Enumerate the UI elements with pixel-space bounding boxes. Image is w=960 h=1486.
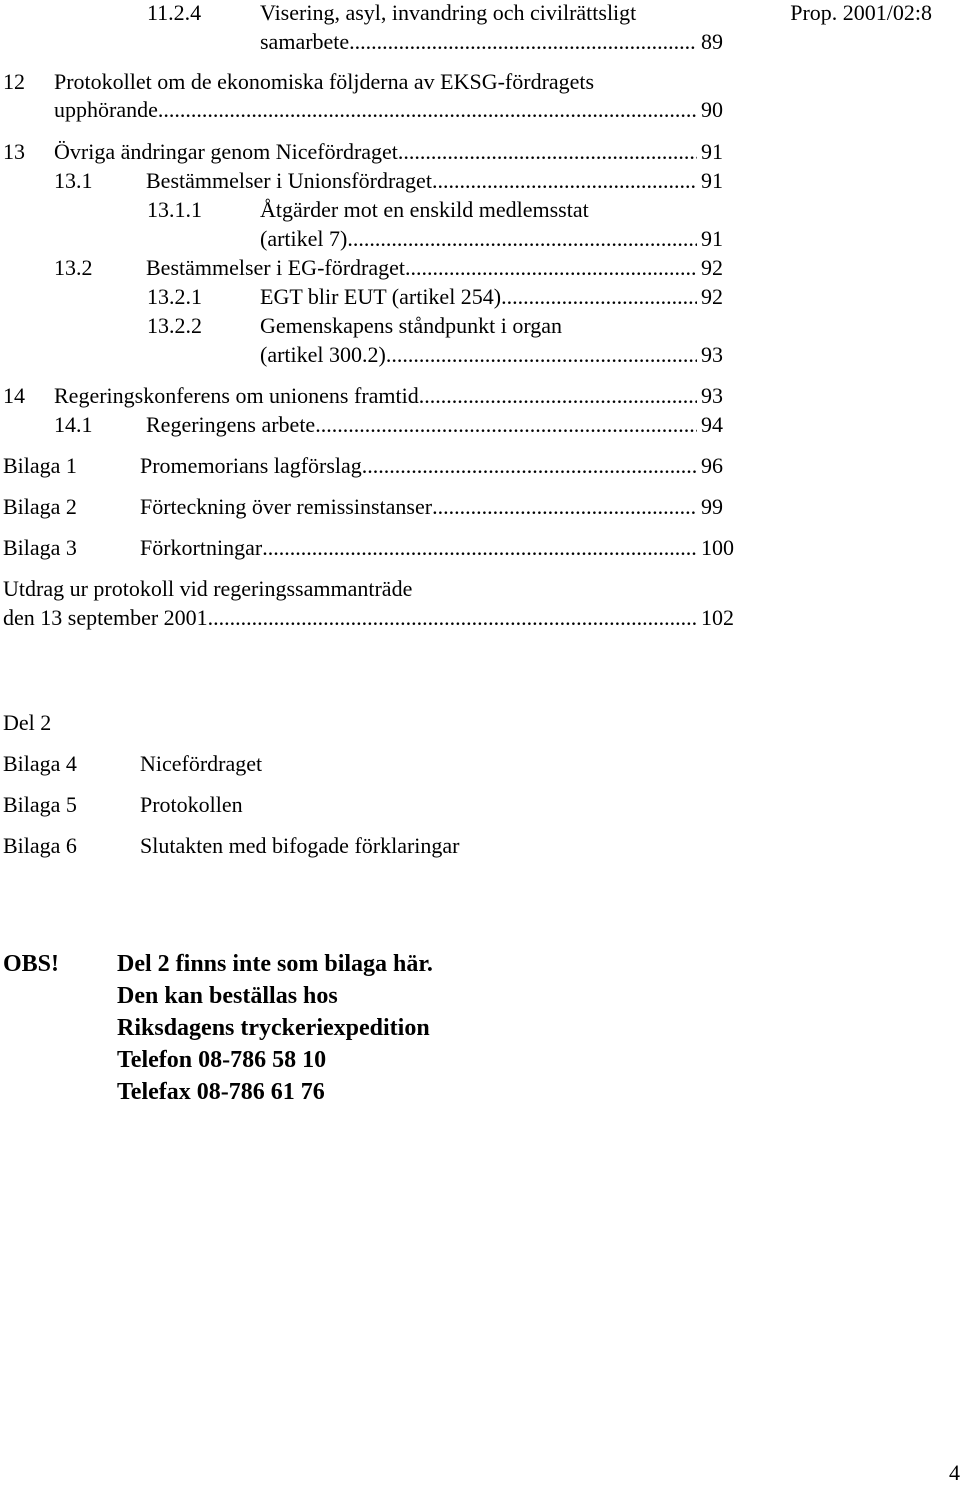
toc-page: 94: [701, 412, 723, 437]
appendix-label: Bilaga 6: [3, 833, 77, 858]
toc-title: Gemenskapens ståndpunkt i organ: [260, 313, 563, 338]
toc-entry[interactable]: [3, 139, 745, 165]
toc-title: Bestämmelser i Unionsfördraget: [146, 168, 432, 193]
toc-title: Förteckning över remissinstanser: [140, 494, 433, 519]
toc-page: 89: [701, 29, 723, 54]
toc-title: Regeringens arbete: [146, 412, 316, 437]
toc-entry[interactable]: [3, 605, 745, 631]
toc-page: 90: [701, 97, 723, 122]
proposition-reference: Prop. 2001/02:8: [790, 0, 932, 25]
toc-number: Bilaga 2: [3, 494, 77, 519]
toc-entry[interactable]: [3, 494, 745, 520]
toc-title: EGT blir EUT (artikel 254): [260, 284, 502, 309]
toc-page: 91: [701, 168, 723, 193]
toc-entry[interactable]: [3, 535, 745, 561]
toc-entry[interactable]: [260, 29, 745, 55]
toc-title: Visering, asyl, invandring och civilrättsligt: [260, 0, 637, 25]
toc-number: 13.1: [54, 168, 93, 193]
toc-number: 13.1.1: [147, 197, 202, 222]
toc-entry[interactable]: [54, 255, 745, 281]
toc-page: 99: [701, 494, 723, 519]
toc-title: Utdrag ur protokoll vid regeringssammanträde: [3, 576, 413, 601]
toc-entry[interactable]: [54, 168, 745, 194]
toc-number: 12: [3, 69, 25, 94]
toc-page: 92: [701, 284, 723, 309]
toc-title: Promemorians lagförslag: [140, 453, 362, 478]
appendix-title: Slutakten med bifogade förklaringar: [140, 833, 460, 858]
toc-title: (artikel 300.2): [260, 342, 386, 367]
toc-page: 96: [701, 453, 723, 478]
toc-number: 14.1: [54, 412, 93, 437]
toc-number: Bilaga 3: [3, 535, 77, 560]
notice-line: Den kan beställas hos: [117, 983, 338, 1009]
toc-number: 13: [3, 139, 25, 164]
toc-entry[interactable]: [147, 284, 745, 310]
notice-line: Telefon 08-786 58 10: [117, 1047, 327, 1073]
del2-heading: Del 2: [3, 710, 52, 735]
appendix-label: Bilaga 5: [3, 792, 77, 817]
toc-number: Bilaga 1: [3, 453, 77, 478]
appendix-title: Nicefördraget: [140, 751, 263, 776]
toc-entry[interactable]: [3, 453, 745, 479]
toc-entry[interactable]: [3, 383, 745, 409]
toc-number: 13.2.2: [147, 313, 202, 338]
toc-title: upphörande: [54, 97, 158, 122]
toc-title: Bestämmelser i EG-fördraget: [146, 255, 406, 280]
toc-entry[interactable]: [260, 342, 745, 368]
toc-page: 91: [701, 139, 723, 164]
toc-entry[interactable]: [54, 97, 745, 123]
toc-page: 100: [701, 535, 734, 560]
toc-title: Protokollet om de ekonomiska följderna av EKSG-fördragets: [54, 69, 595, 94]
toc-page: 92: [701, 255, 723, 280]
toc-number: 11.2.4: [147, 0, 202, 25]
toc-number: 13.2.1: [147, 284, 202, 309]
appendix-label: Bilaga 4: [3, 751, 77, 776]
toc-title: Regeringskonferens om unionens framtid: [54, 383, 419, 408]
notice-line: Riksdagens tryckeriexpedition: [117, 1015, 430, 1041]
page-number: 4: [949, 1460, 960, 1485]
toc-number: 13.2: [54, 255, 93, 280]
notice-line: Telefax 08-786 61 76: [117, 1079, 325, 1105]
toc-page: 93: [701, 383, 723, 408]
toc-entry[interactable]: [260, 226, 745, 252]
toc-page: 93: [701, 342, 723, 367]
notice-line: Del 2 finns inte som bilaga här.: [117, 951, 433, 977]
toc-title: samarbete: [260, 29, 350, 54]
toc-page: 91: [701, 226, 723, 251]
toc-number: 14: [3, 383, 25, 408]
notice-label: OBS!: [3, 951, 60, 977]
toc-title: den 13 september 2001: [3, 605, 208, 630]
toc-page: 102: [701, 605, 734, 630]
toc-entry[interactable]: [54, 412, 745, 438]
toc-title: (artikel 7): [260, 226, 348, 251]
toc-title: Förkortningar: [140, 535, 263, 560]
toc-title: Åtgärder mot en enskild medlemsstat: [260, 197, 589, 222]
appendix-title: Protokollen: [140, 792, 243, 817]
toc-title: Övriga ändringar genom Nicefördraget: [54, 139, 398, 164]
